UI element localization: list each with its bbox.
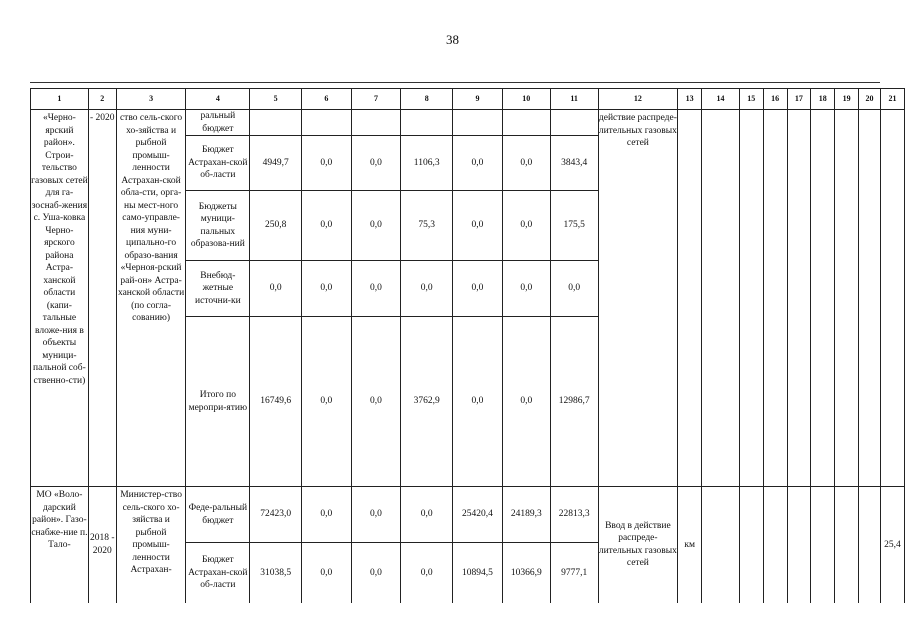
value-cell: 1106,3 bbox=[401, 136, 453, 191]
value-cell: 0,0 bbox=[453, 136, 503, 191]
header-cell: 2 bbox=[88, 89, 116, 110]
value-cell: 3843,4 bbox=[550, 136, 598, 191]
value-cell: 22813,3 bbox=[550, 487, 598, 543]
value-cell: 175,5 bbox=[550, 191, 598, 261]
value-cell: 0,0 bbox=[250, 261, 302, 317]
value-cell: 0,0 bbox=[351, 543, 401, 603]
header-cell: 19 bbox=[835, 89, 859, 110]
value-cell: 0,0 bbox=[302, 487, 352, 543]
value-cell: 0,0 bbox=[502, 261, 550, 317]
value-cell: 25420,4 bbox=[453, 487, 503, 543]
value-cell: 16749,6 bbox=[250, 317, 302, 487]
header-cell: 13 bbox=[678, 89, 702, 110]
header-cell: 21 bbox=[880, 89, 904, 110]
value-cell bbox=[250, 110, 302, 136]
header-cell: 20 bbox=[859, 89, 881, 110]
value-cell: 0,0 bbox=[351, 261, 401, 317]
measure-description: «Черно-ярский район». Строи-тельство газовых сетей для га-зоснаб-жения с. Ушa-ковка Черно-ярского района Астра-ханской области (капи-тальные вложе-ния в объекты муници-пальной соб-ственно-сти) bbox=[31, 110, 89, 487]
empty-cell bbox=[811, 110, 835, 487]
funding-source: Феде-ральный бюджет bbox=[186, 487, 250, 543]
empty-cell bbox=[702, 487, 740, 603]
measure-description: МО «Воло-дарский район». Газо-снабже-ние п. Тало- bbox=[31, 487, 89, 603]
value-cell: 0,0 bbox=[401, 261, 453, 317]
value-cell bbox=[502, 110, 550, 136]
value-cell: 0,0 bbox=[453, 261, 503, 317]
table-row bbox=[31, 110, 905, 136]
table-row bbox=[31, 487, 905, 543]
funding-source: Внебюд-жетные источни-ки bbox=[186, 261, 250, 317]
value-cell: 0,0 bbox=[453, 317, 503, 487]
header-cell: 6 bbox=[302, 89, 352, 110]
unit-cell: км bbox=[678, 487, 702, 603]
value-cell: 250,8 bbox=[250, 191, 302, 261]
empty-cell bbox=[787, 487, 811, 603]
funding-source: Бюджет Астрахан-ской об-ласти bbox=[186, 543, 250, 603]
value-cell: 0,0 bbox=[401, 487, 453, 543]
value-cell: 0,0 bbox=[351, 487, 401, 543]
header-cell: 5 bbox=[250, 89, 302, 110]
header-cell: 14 bbox=[702, 89, 740, 110]
value-cell bbox=[550, 110, 598, 136]
value-cell: 0,0 bbox=[351, 317, 401, 487]
value-cell: 0,0 bbox=[302, 136, 352, 191]
value-cell: 10366,9 bbox=[502, 543, 550, 603]
value-cell: 4949,7 bbox=[250, 136, 302, 191]
value-cell: 0,0 bbox=[302, 543, 352, 603]
header-cell: 9 bbox=[453, 89, 503, 110]
value-cell: 0,0 bbox=[502, 136, 550, 191]
header-cell: 11 bbox=[550, 89, 598, 110]
value-cell: 0,0 bbox=[453, 191, 503, 261]
executor-cell: Министер-ство сель-ского хо-зяйства и рыбной промыш-ленности Астрахан- bbox=[116, 487, 186, 603]
value-cell: 0,0 bbox=[550, 261, 598, 317]
empty-cell bbox=[739, 487, 763, 603]
value-cell bbox=[302, 110, 352, 136]
value-cell: 75,3 bbox=[401, 191, 453, 261]
header-cell: 15 bbox=[739, 89, 763, 110]
value-cell: 0,0 bbox=[302, 261, 352, 317]
header-cell: 12 bbox=[598, 89, 678, 110]
value-cell: 0,0 bbox=[351, 191, 401, 261]
empty-cell bbox=[880, 110, 904, 487]
indicator-cell: действие распреде-лительных газовых сетей bbox=[598, 110, 678, 487]
empty-cell bbox=[787, 110, 811, 487]
value-cell: 24189,3 bbox=[502, 487, 550, 543]
value-cell: 9777,1 bbox=[550, 543, 598, 603]
header-cell: 16 bbox=[763, 89, 787, 110]
value-cell: 0,0 bbox=[302, 191, 352, 261]
value-cell: 0,0 bbox=[401, 543, 453, 603]
empty-cell bbox=[811, 487, 835, 603]
value-cell: 31038,5 bbox=[250, 543, 302, 603]
empty-cell bbox=[739, 110, 763, 487]
funding-source: Бюджеты муници-пальных образова-ний bbox=[186, 191, 250, 261]
header-cell: 7 bbox=[351, 89, 401, 110]
value-cell: 12986,7 bbox=[550, 317, 598, 487]
period-cell: 2018 - 2020 bbox=[88, 487, 116, 603]
header-cell: 17 bbox=[787, 89, 811, 110]
page-number: 38 bbox=[446, 32, 459, 47]
header-row bbox=[31, 89, 905, 110]
empty-cell bbox=[678, 110, 702, 487]
program-table bbox=[30, 88, 905, 603]
period-cell: - 2020 bbox=[88, 110, 116, 487]
empty-cell bbox=[835, 487, 859, 603]
indicator-cell: Ввод в действие распреде-лительных газовых сетей bbox=[598, 487, 678, 603]
value-cell: 3762,9 bbox=[401, 317, 453, 487]
executor-cell: ство сель-ского хо-зяйства и рыбной промыш-ленности Астрахан-ской обла-сти, орга-ны мест-ного само-управле-ния муни-ципально-го образо-вания «Черноя-рский рай-он» Астра-ханской области (по согла-сованию) bbox=[116, 110, 186, 487]
value-cell: 0,0 bbox=[502, 191, 550, 261]
empty-cell bbox=[859, 487, 881, 603]
empty-cell bbox=[763, 110, 787, 487]
empty-cell bbox=[859, 110, 881, 487]
header-cell: 4 bbox=[186, 89, 250, 110]
header-cell: 18 bbox=[811, 89, 835, 110]
value-cell bbox=[351, 110, 401, 136]
empty-cell bbox=[702, 110, 740, 487]
value-cell: 0,0 bbox=[502, 317, 550, 487]
value-cell: 72423,0 bbox=[250, 487, 302, 543]
empty-cell bbox=[763, 487, 787, 603]
top-rule bbox=[30, 82, 880, 83]
funding-source: ральный бюджет bbox=[186, 110, 250, 136]
empty-cell bbox=[835, 110, 859, 487]
header-cell: 1 bbox=[31, 89, 89, 110]
target-value-cell: 25,4 bbox=[880, 487, 904, 603]
funding-source: Бюджет Астрахан-ской об-ласти bbox=[186, 136, 250, 191]
value-cell bbox=[401, 110, 453, 136]
funding-source: Итого по меропри-ятию bbox=[186, 317, 250, 487]
value-cell: 0,0 bbox=[351, 136, 401, 191]
value-cell bbox=[453, 110, 503, 136]
header-cell: 8 bbox=[401, 89, 453, 110]
header-cell: 10 bbox=[502, 89, 550, 110]
value-cell: 0,0 bbox=[302, 317, 352, 487]
header-cell: 3 bbox=[116, 89, 186, 110]
value-cell: 10894,5 bbox=[453, 543, 503, 603]
